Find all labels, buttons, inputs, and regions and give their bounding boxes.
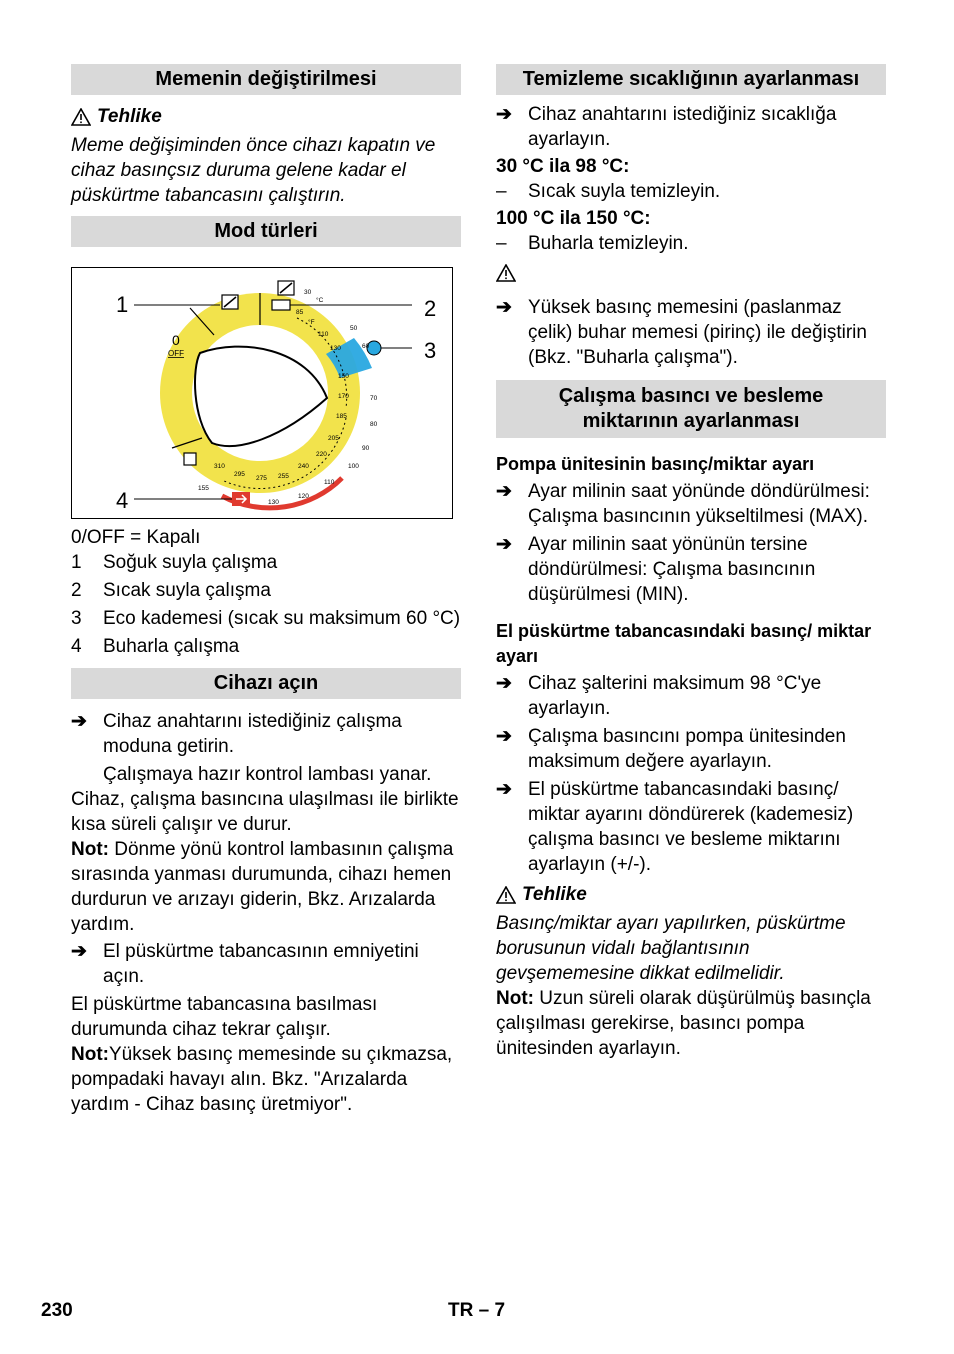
note-label: Not: — [71, 839, 109, 860]
list-item: – Buharla temizleyin. — [496, 233, 689, 254]
danger-title: Tehlike — [97, 106, 162, 127]
subheading-pump: Pompa ünitesinin basınç/miktar ayarı — [496, 454, 815, 474]
scale-120: 120 — [298, 493, 309, 500]
step-text: Cihaz anahtarını istediğiniz sıcaklığa ayarlayın. — [528, 104, 837, 150]
arrow-icon: ➔ — [71, 711, 87, 732]
legend-number: 1 — [71, 552, 82, 573]
arrow-icon: ➔ — [496, 481, 512, 502]
legend-list — [71, 550, 461, 659]
step-result: Çalışmaya hazır kontrol lambası yanar. — [103, 764, 432, 785]
instruction-step — [496, 724, 886, 774]
page-language-index: TR – 7 — [448, 1300, 506, 1321]
danger-title: Tehlike — [522, 884, 587, 905]
scale-60: 60 — [362, 343, 370, 350]
danger-text: Meme değişiminden önce cihazı kapatın ve cihaz basınçsız duruma gelene kadar el püskürtme tabancasını çalıştırın. — [71, 135, 436, 206]
arrow-icon: ➔ — [496, 297, 512, 318]
step-text: Cihaz anahtarını istediğiniz çalışma moduna getirin. — [103, 711, 402, 757]
list-text: Sıcak suyla temizleyin. — [528, 181, 721, 202]
scale-110b: 110 — [324, 479, 335, 486]
scale-170: 170 — [338, 393, 349, 400]
step-text: Yüksek basınç memesini (paslanmaz çelik) buhar memesi (pirinç) ile değiştirin (Bkz. "Buharla çalışma"). — [528, 297, 867, 368]
scale-130b: 130 — [268, 499, 279, 506]
note-text: Dönme yönü kontrol lambasının çalışma sırasında yanması durumunda, cihazı hemen durdurun ve arızayı giderin, Bkz. Arızalarda yardım. — [71, 839, 454, 935]
section-heading-temperature: Temizleme sıcaklığının ayarlanması — [496, 64, 886, 95]
legend-text: Sıcak suyla çalışma — [103, 580, 271, 601]
legend-text: Soğuk suyla çalışma — [103, 552, 278, 573]
note-label: Not: — [496, 988, 534, 1009]
scale-degf: °F — [308, 319, 315, 326]
arrow-icon: ➔ — [496, 673, 512, 694]
scale-90: 90 — [362, 445, 370, 452]
scale-110: 110 — [318, 331, 329, 338]
off-zero: 0 — [172, 332, 180, 348]
section-heading-mode-types: Mod türleri — [71, 216, 461, 247]
warning-icon — [496, 886, 516, 904]
danger-heading — [496, 882, 886, 907]
scale-295: 295 — [234, 471, 245, 478]
warning-icon — [496, 264, 516, 282]
scale-70: 70 — [370, 395, 378, 402]
scale-80: 80 — [370, 421, 378, 428]
scale-85: 85 — [296, 309, 304, 316]
range-heading: 30 °C ila 98 °C: — [496, 156, 630, 177]
warning-symbol — [496, 264, 886, 289]
scale-220: 220 — [316, 451, 327, 458]
scale-130: 130 — [330, 345, 341, 352]
note-label: Not: — [71, 1044, 109, 1065]
legend-item — [71, 606, 461, 631]
page-number: 230 — [41, 1300, 73, 1321]
arrow-icon: ➔ — [496, 534, 512, 555]
danger-heading — [71, 104, 461, 129]
danger-text: Basınç/miktar ayarı yapılırken, püskürtme borusunun vidalı bağlantısının gevşememesine dikkat edilmelidir. — [496, 913, 846, 984]
arrow-icon: ➔ — [496, 104, 512, 125]
step-text: Ayar milinin saat yönünün tersine döndürülmesi: Çalışma basıncının düşürülmesi (MIN). — [528, 534, 816, 605]
arrow-icon: ➔ — [71, 941, 87, 962]
instruction-step — [71, 939, 461, 989]
legend-item — [71, 578, 461, 603]
legend-number: 2 — [71, 580, 82, 601]
step-text: El püskürtme tabancasındaki basınç/ miktar ayarını döndürerek (kademesiz) çalışma basıncı ve besleme miktarını ayarlayın (+/-). — [528, 779, 854, 875]
section-heading-nozzle-change: Memenin değiştirilmesi — [71, 64, 461, 95]
note — [71, 837, 461, 937]
scale-240: 240 — [298, 463, 309, 470]
scale-205: 205 — [328, 435, 339, 442]
mode-dial-illustration — [72, 268, 452, 518]
off-label: OFF — [168, 349, 184, 358]
instruction-step — [496, 102, 886, 152]
instruction-step — [496, 532, 886, 607]
list-text: Buharla temizleyin. — [528, 233, 689, 254]
step-text: Cihaz şalterini maksimum 98 °C'ye ayarlayın. — [528, 673, 822, 719]
callout-4: 4 — [116, 488, 129, 513]
legend-off: 0/OFF = Kapalı — [71, 527, 201, 548]
scale-150: 150 — [338, 373, 349, 380]
pump-icon — [272, 300, 290, 310]
instruction-step — [496, 671, 886, 721]
manual-icon — [184, 453, 196, 465]
note-text: Yüksek basınç memesinde su çıkmazsa, pompadaki havayı alın. Bkz. "Arızalarda yardım - Cihaz basınç üretmiyor". — [71, 1044, 453, 1115]
scale-degc: °C — [316, 297, 324, 304]
scale-155: 155 — [198, 485, 209, 492]
subheading-gun: El püskürtme tabancasındaki basınç/ miktar ayarı — [496, 621, 872, 666]
note — [71, 1042, 461, 1117]
range-heading: 100 °C ila 150 °C: — [496, 208, 651, 229]
note — [496, 986, 886, 1061]
legend-text: Buharla çalışma — [103, 636, 240, 657]
left-column — [71, 64, 461, 1117]
scale-100: 100 — [348, 463, 359, 470]
step-text: Ayar milinin saat yönünde döndürülmesi: Çalışma basıncının yükseltilmesi (MAX). — [528, 481, 870, 527]
list-item: – Sıcak suyla temizleyin. — [496, 181, 721, 202]
legend-number: 3 — [71, 608, 82, 629]
section-heading-pressure: Çalışma basıncı ve besleme miktarının ayarlanması — [496, 380, 886, 438]
scale-310: 310 — [214, 463, 225, 470]
callout-3: 3 — [424, 338, 437, 363]
instruction-step — [496, 295, 886, 370]
arrow-icon: ➔ — [496, 779, 512, 800]
paragraph: Cihaz, çalışma basıncına ulaşılması ile birlikte kısa süreli çalışır ve durur. — [71, 789, 459, 835]
instruction-step — [496, 777, 886, 877]
legend-text: Eco kademesi (sıcak su maksimum 60 °C) — [103, 608, 461, 629]
legend-item — [71, 634, 461, 659]
scale-50: 50 — [350, 325, 358, 332]
scale-255: 255 — [278, 473, 289, 480]
warning-icon — [71, 108, 91, 126]
callout-2: 2 — [424, 296, 437, 321]
step-text: Çalışma basıncını pompa ünitesinden maksimum değere ayarlayın. — [528, 726, 846, 772]
note-text: Uzun süreli olarak düşürülmüş basınçla çalışılması gerekirse, basıncı pompa ünitesinden ayarlayın. — [496, 988, 871, 1059]
legend-number: 4 — [71, 636, 82, 657]
step-text: El püskürtme tabancasının emniyetini açın. — [103, 941, 419, 987]
scale-185: 185 — [336, 413, 347, 420]
section-heading-power-on: Cihazı açın — [71, 668, 461, 699]
callout-1: 1 — [116, 292, 129, 317]
mode-selector-figure — [71, 267, 453, 519]
arrow-icon: ➔ — [496, 726, 512, 747]
scale-30: 30 — [304, 289, 312, 296]
instruction-step — [71, 709, 461, 759]
paragraph: El püskürtme tabancasına basılması durumunda cihaz tekrar çalışır. — [71, 994, 378, 1040]
legend-item — [71, 550, 461, 575]
instruction-step — [496, 479, 886, 529]
scale-275: 275 — [256, 475, 267, 482]
right-column — [496, 64, 886, 1061]
